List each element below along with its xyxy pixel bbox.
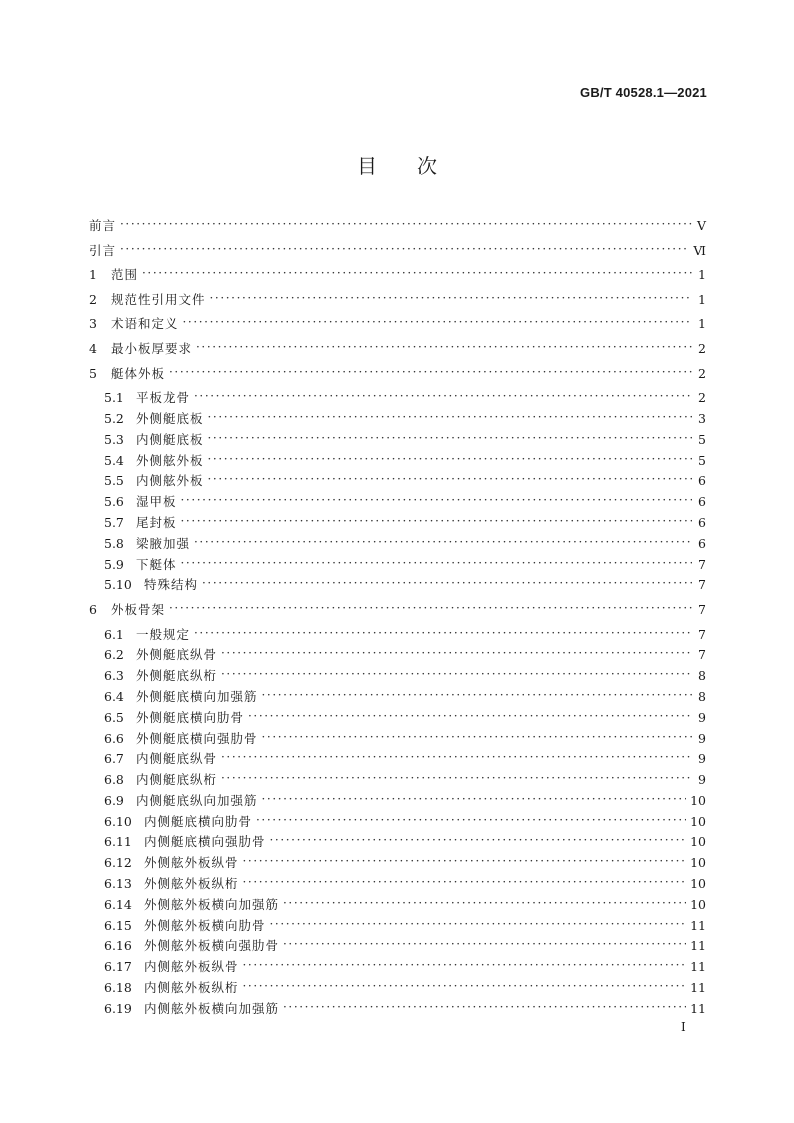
toc-entry-number: 6.7	[104, 751, 124, 767]
toc-entry-number: 2	[89, 291, 97, 307]
toc-entry-title: 内侧舷外板纵桁	[144, 980, 239, 996]
toc-leader-dots	[221, 647, 692, 659]
toc-entry[interactable]	[89, 471, 706, 492]
toc-entry-page: 10	[690, 876, 706, 892]
toc-entry-title: 湿甲板	[136, 494, 177, 510]
toc-entry[interactable]	[89, 314, 706, 335]
toc-leader-dots	[283, 897, 686, 909]
toc-leader-dots	[283, 938, 686, 950]
toc-leader-dots	[208, 432, 692, 444]
toc-entry-page: 10	[690, 792, 706, 808]
toc-entry[interactable]	[89, 451, 706, 472]
toc-entry-page: 6	[698, 514, 706, 530]
toc-leader-dots	[270, 918, 687, 930]
toc-entry-title: 尾封板	[136, 514, 177, 530]
toc-entry-number: 5.5	[104, 473, 124, 489]
toc-entry-page: 11	[690, 917, 706, 933]
toc-leader-dots	[221, 668, 692, 680]
toc-entry-page: 7	[698, 556, 706, 572]
toc-entry[interactable]	[89, 749, 706, 770]
toc-entry-title: 外侧舷外板	[136, 452, 204, 468]
toc-entry-page: 8	[698, 688, 706, 704]
table-of-contents	[89, 216, 706, 1020]
toc-entry-number: 6.10	[104, 813, 132, 829]
toc-entry-number: 6.2	[104, 647, 124, 663]
toc-leader-dots	[202, 577, 692, 589]
toc-leader-dots	[169, 366, 692, 378]
toc-leader-dots	[256, 814, 686, 826]
toc-entry[interactable]	[89, 687, 706, 708]
toc-entry-number: 6.6	[104, 730, 124, 746]
toc-entry-page: Ⅴ	[696, 218, 706, 233]
toc-entry-title: 术语和定义	[111, 316, 179, 332]
toc-entry-title: 内侧舷外板纵骨	[144, 959, 239, 975]
toc-entry-number: 6.9	[104, 792, 124, 808]
toc-entry[interactable]	[89, 708, 706, 729]
toc-leader-dots	[248, 710, 692, 722]
toc-leader-dots	[181, 557, 692, 569]
toc-entry[interactable]	[89, 999, 706, 1020]
standard-code: GB/T 40528.1—2021	[580, 85, 707, 100]
toc-leader-dots	[210, 292, 692, 304]
toc-entry-page: 6	[698, 535, 706, 551]
toc-entry[interactable]	[89, 666, 706, 687]
toc-entry-page: 2	[698, 340, 706, 356]
toc-entry-page: 6	[698, 473, 706, 489]
toc-entry-page: 11	[690, 980, 706, 996]
toc-entry[interactable]	[89, 492, 706, 513]
toc-entry-number: 5.2	[104, 410, 124, 426]
toc-entry-title: 艇体外板	[111, 365, 166, 381]
toc-entry-title: 内侧艇底横向强肋骨	[144, 834, 266, 850]
toc-entry[interactable]	[89, 978, 706, 999]
toc-entry-number: 5.9	[104, 556, 124, 572]
toc-entry[interactable]	[89, 241, 706, 262]
toc-entry[interactable]	[89, 791, 706, 812]
toc-leader-dots	[262, 731, 692, 743]
toc-leader-dots	[243, 855, 687, 867]
toc-entry-page: 9	[698, 730, 706, 746]
toc-entry-number: 6.4	[104, 688, 124, 704]
toc-leader-dots	[194, 536, 692, 548]
toc-entry-title: 特殊结构	[144, 577, 199, 593]
toc-entry-page: 7	[698, 601, 706, 617]
toc-leader-dots	[221, 772, 692, 784]
toc-entry-title: 内侧舷外板横向加强筋	[144, 1000, 280, 1016]
toc-entry[interactable]	[89, 645, 706, 666]
toc-entry-number: 6.12	[104, 855, 132, 871]
toc-entry-number: 5.4	[104, 452, 124, 468]
page-title: 目次	[357, 154, 477, 178]
toc-entry-number: 5.3	[104, 431, 124, 447]
toc-entry-page: 5	[698, 452, 706, 468]
toc-entry[interactable]	[89, 812, 706, 833]
toc-entry-title: 外侧艇底横向强肋骨	[136, 730, 258, 746]
toc-entry-title: 下艇体	[136, 556, 177, 572]
toc-entry-number: 6.5	[104, 709, 124, 725]
toc-entry-number: 6.1	[104, 626, 124, 642]
toc-entry-page: 9	[698, 709, 706, 725]
toc-entry[interactable]	[89, 534, 706, 555]
toc-entry[interactable]	[89, 600, 706, 621]
toc-leader-dots	[243, 959, 687, 971]
toc-entry[interactable]	[89, 832, 706, 853]
toc-entry[interactable]	[89, 339, 706, 360]
toc-leader-dots	[208, 453, 692, 465]
toc-entry-page: 2	[698, 390, 706, 406]
toc-entry-page: 7	[698, 577, 706, 593]
toc-entry-page: 8	[698, 668, 706, 684]
toc-leader-dots	[181, 515, 692, 527]
toc-entry-page: 1	[698, 267, 706, 283]
toc-entry-number: 1	[89, 267, 97, 283]
toc-entry-page: 10	[690, 855, 706, 871]
toc-entry-title: 平板龙骨	[136, 390, 191, 406]
toc-entry-title: 范围	[111, 267, 139, 283]
toc-entry-title: 外侧舷外板纵桁	[144, 876, 239, 892]
toc-entry-number: 6.11	[104, 834, 132, 850]
toc-entry-number: 6.8	[104, 772, 124, 788]
toc-entry-title: 内侧艇底纵向加强筋	[136, 792, 258, 808]
toc-entry[interactable]	[89, 364, 706, 385]
toc-entry-title: 外侧艇底横向加强筋	[136, 688, 258, 704]
toc-leader-dots	[221, 751, 692, 763]
toc-entry-number: 5.6	[104, 494, 124, 510]
toc-entry-title: 梁腋加强	[136, 535, 191, 551]
toc-entry[interactable]	[89, 513, 706, 534]
toc-entry[interactable]	[89, 290, 706, 311]
toc-entry-title: 外板骨架	[111, 601, 166, 617]
toc-entry[interactable]	[89, 874, 706, 895]
toc-entry-page: 10	[690, 896, 706, 912]
toc-entry-title: 外侧艇底板	[136, 410, 204, 426]
toc-entry-title: 内侧艇底纵桁	[136, 772, 218, 788]
toc-entry-title: 规范性引用文件	[111, 291, 206, 307]
toc-entry[interactable]	[89, 853, 706, 874]
toc-entry-number: 3	[89, 316, 97, 332]
toc-leader-dots	[196, 341, 692, 353]
toc-leader-dots	[120, 243, 689, 255]
toc-entry-title: 内侧艇底纵骨	[136, 751, 218, 767]
toc-entry-title: 最小板厚要求	[111, 340, 193, 356]
toc-leader-dots	[169, 602, 692, 614]
toc-entry-page: 7	[698, 647, 706, 663]
toc-entry-page: 11	[690, 959, 706, 975]
toc-entry-page: 1	[698, 291, 706, 307]
toc-leader-dots	[181, 494, 692, 506]
toc-entry[interactable]	[89, 916, 706, 937]
toc-leader-dots	[194, 390, 692, 402]
toc-entry-page: 5	[698, 431, 706, 447]
toc-entry-page: 9	[698, 751, 706, 767]
toc-entry-page: Ⅵ	[693, 242, 706, 258]
toc-entry[interactable]	[89, 216, 706, 237]
toc-leader-dots	[194, 627, 692, 639]
toc-entry[interactable]	[89, 625, 706, 646]
toc-entry[interactable]	[89, 957, 706, 978]
toc-entry[interactable]	[89, 388, 706, 409]
toc-entry-number: 5.10	[104, 577, 132, 593]
toc-entry-title: 外侧舷外板横向肋骨	[144, 917, 266, 933]
toc-leader-dots	[262, 793, 687, 805]
toc-entry-title: 一般规定	[136, 626, 191, 642]
toc-entry[interactable]	[89, 555, 706, 576]
toc-entry[interactable]	[89, 430, 706, 451]
toc-entry-title: 外侧舷外板纵骨	[144, 855, 239, 871]
toc-entry-number: 6.13	[104, 876, 132, 892]
toc-entry-number: 5	[89, 365, 97, 381]
toc-entry-page: 3	[698, 410, 706, 426]
toc-entry-number: 6.16	[104, 938, 132, 954]
toc-entry[interactable]	[89, 770, 706, 791]
toc-entry-title: 外侧艇底横向肋骨	[136, 709, 245, 725]
toc-entry[interactable]	[89, 575, 706, 596]
toc-entry-page: 10	[690, 813, 706, 829]
toc-entry-page: 6	[698, 494, 706, 510]
toc-entry-number: 6.3	[104, 668, 124, 684]
toc-leader-dots	[270, 834, 687, 846]
toc-entry-title: 内侧艇底横向肋骨	[144, 813, 253, 829]
toc-entry-page: 9	[698, 772, 706, 788]
toc-leader-dots	[120, 218, 692, 230]
toc-entry[interactable]	[89, 265, 706, 286]
footer-page-number: I	[681, 1020, 686, 1034]
toc-leader-dots	[183, 316, 692, 328]
toc-entry-title: 外侧艇底纵桁	[136, 668, 218, 684]
toc-entry-number: 5.1	[104, 390, 124, 406]
toc-leader-dots	[243, 876, 687, 888]
toc-leader-dots	[262, 689, 692, 701]
toc-entry-number: 6.19	[104, 1000, 132, 1016]
toc-leader-dots	[283, 1001, 686, 1013]
toc-entry-number: 6.14	[104, 896, 132, 912]
toc-entry-title: 外侧艇底纵骨	[136, 647, 218, 663]
toc-entry-number: 5.8	[104, 535, 124, 551]
toc-entry-title: 前言	[89, 218, 117, 233]
toc-entry-number: 6.18	[104, 980, 132, 996]
toc-entry-page: 10	[690, 834, 706, 850]
toc-leader-dots	[142, 267, 692, 279]
toc-entry-number: 4	[89, 340, 97, 356]
toc-entry[interactable]	[89, 729, 706, 750]
toc-entry-title: 外侧舷外板横向加强筋	[144, 896, 280, 912]
toc-entry-number: 6.15	[104, 917, 132, 933]
toc-entry-title: 外侧舷外板横向强肋骨	[144, 938, 280, 954]
toc-leader-dots	[208, 411, 692, 423]
toc-entry-title: 内侧艇底板	[136, 431, 204, 447]
toc-entry-page: 11	[690, 1000, 706, 1016]
toc-entry[interactable]	[89, 409, 706, 430]
toc-entry-number: 6.17	[104, 959, 132, 975]
toc-entry[interactable]	[89, 895, 706, 916]
toc-entry-page: 11	[690, 938, 706, 954]
toc-entry-title: 内侧舷外板	[136, 473, 204, 489]
toc-entry-number: 5.7	[104, 514, 124, 530]
toc-leader-dots	[243, 980, 687, 992]
toc-entry-page: 7	[698, 626, 706, 642]
toc-entry-number: 6	[89, 601, 97, 617]
toc-entry-page: 2	[698, 365, 706, 381]
toc-entry[interactable]	[89, 936, 706, 957]
toc-entry-page: 1	[698, 316, 706, 332]
toc-leader-dots	[208, 473, 692, 485]
toc-entry-title: 引言	[89, 242, 117, 258]
